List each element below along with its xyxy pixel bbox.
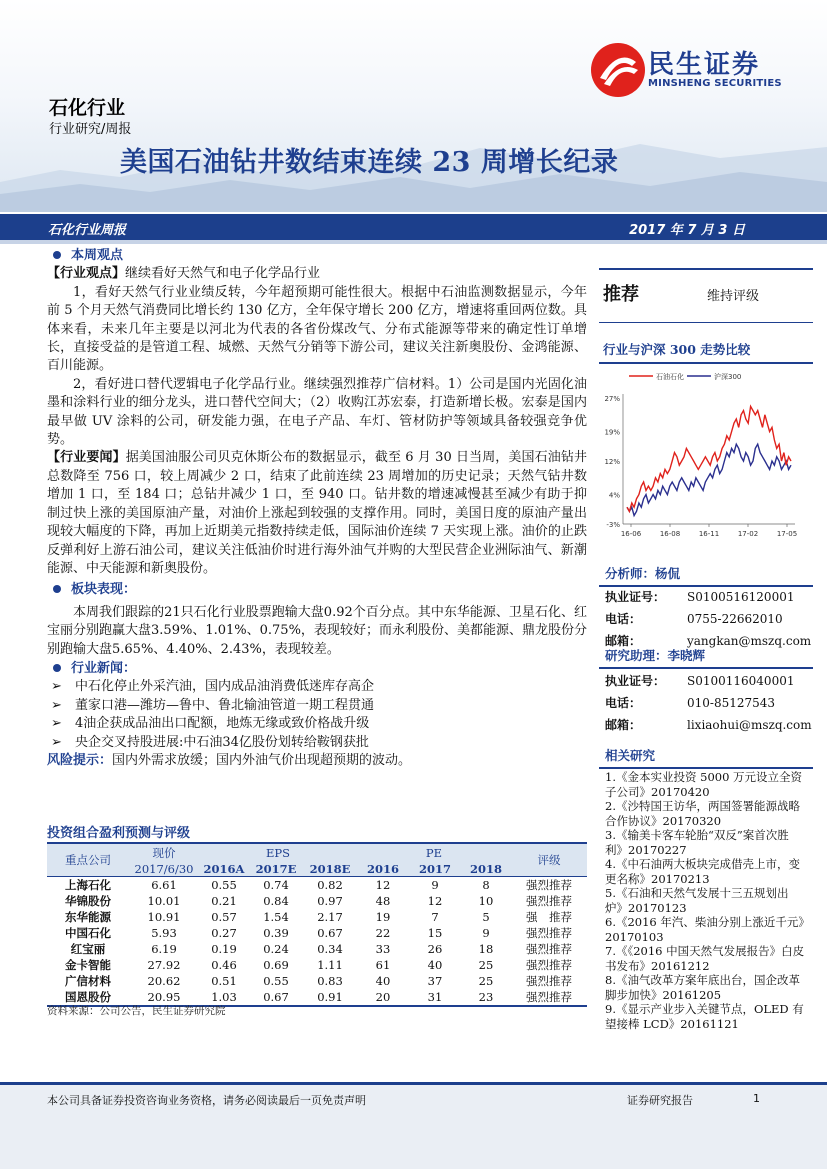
table-cell: 0.51 [211, 974, 237, 988]
x-tick-label: 16-06 [620, 530, 642, 538]
assistant-email[interactable]: 邮箱： lixiaohui@mszq.com [605, 718, 812, 732]
table-cell: 5.93 [151, 926, 177, 940]
company-name-cell: 广信材料 [65, 974, 111, 988]
table-cell: 15 [427, 926, 443, 940]
industry-news-paragraph: 【行业要闻】据美国油服公司贝克休斯公布的数据显示，截至 6 月 30 日当周，美国石油钻井总数降至 756 口，较上周减少 2 口，结束了此前连续 23 周增加的历史记录；天然气钻井数增加 1 口，至 184 口；总钻井减少 1 口，至 940 口。钻井数的增速减慢甚至减少有助于抑制过快上涨的美国原油产量，对油价上涨起到较强的支撑作用。同时，美国日度的原油产量出现较大幅度的下降，再加上近期美元指数持续走低，国际油价连续 7 天实现上涨。油价的止跌反弹利好上游石油公司，建议关注低油价时进行海外油气并购的大型民营企业洲际油气、新潮能源、中天能源和新奥股份。 [47, 450, 587, 576]
band-report-name: 石化行业周报 [48, 223, 127, 238]
table-cell: 10 [478, 894, 494, 908]
table-cell: 强 推荐 [526, 910, 572, 924]
arrow-bullet-icon: ➢ [51, 734, 62, 750]
table-cell: 0.84 [263, 894, 289, 908]
company-name-cell: 国恩股份 [47, 989, 129, 1006]
analyst-email[interactable]: 邮箱： yangkan@mszq.com [605, 634, 812, 648]
industry-name: 石化行业 [49, 97, 126, 119]
col-year: 2017E [249, 861, 303, 877]
table-cell: 25 [478, 974, 494, 988]
table-cell: 强烈推荐 [526, 942, 572, 956]
logo-chinese-text: 民生证券 [648, 50, 761, 80]
arrow-bullet-icon: ➢ [51, 716, 62, 732]
table-row [47, 893, 587, 909]
legend-label: 沪深300 [714, 373, 742, 381]
table-cell: 12 [375, 878, 391, 892]
table-cell: 强烈推荐 [526, 926, 572, 940]
table-cell: 40 [375, 974, 391, 988]
table-cell: 0.91 [303, 989, 357, 1006]
analyst-license: 执业证号： S0100516120001 [605, 590, 795, 604]
table-cell: 0.55 [211, 878, 237, 892]
table-header-row [47, 843, 587, 861]
table-cell: 0.82 [317, 878, 343, 892]
table-cell: 强烈推荐 [526, 974, 572, 988]
table-cell: 0.21 [211, 894, 237, 908]
series-line-petrochem [627, 406, 791, 511]
assistant-license: 执业证号： S0100116040001 [605, 674, 795, 688]
report-date: 2017 年 7 月 3 日 [629, 223, 745, 238]
table-title: 投资组合盈利预测与评级 [47, 826, 191, 841]
news-item: ➢ 央企交叉持股进展:中石油34亿股份划转给鞍钢获批 [47, 734, 587, 752]
company-name-cell: 上海石化 [65, 878, 111, 892]
news-item: ➢ 董家口港—潍坊—鲁中、鲁北输油管道一期工程贯通 [47, 697, 587, 715]
related-research-item[interactable]: 7.《《2016 中国天然气发展报告》白皮书发布》20161212 [605, 944, 805, 973]
table-cell: 0.97 [317, 894, 343, 908]
table-row [47, 941, 587, 957]
table-cell: 26 [427, 942, 443, 956]
table-cell: 27.92 [147, 958, 181, 972]
footer-disclaimer: 本公司具备证券投资咨询业务资格，请务必阅读最后一页免责声明 [47, 1094, 366, 1107]
bullet-dot-icon [53, 585, 61, 593]
table-cell: 37 [427, 974, 443, 988]
related-research-item[interactable]: 1.《金本实业投资 5000 万元设立全资子公司》20170420 [605, 770, 803, 799]
table-cell: 6.61 [151, 878, 177, 892]
main-content [47, 246, 587, 770]
table-row [47, 957, 587, 973]
table-cell: 强烈推荐 [511, 989, 587, 1006]
related-research-item[interactable]: 8.《油气改革方案年底出台，国企改革脚步加快》20161205 [605, 973, 800, 1002]
table-body [47, 877, 587, 1007]
table-cell: 0.27 [211, 926, 237, 940]
company-name-cell: 红宝丽 [70, 942, 106, 956]
report-type: 行业研究/周报 [49, 122, 132, 137]
table-cell: 5 [482, 910, 490, 924]
table-cell: 23 [461, 989, 511, 1006]
table-cell: 20.62 [147, 974, 181, 988]
logo-english-text: MINSHENG SECURITIES [648, 78, 782, 89]
table-row [47, 909, 587, 925]
table-cell: 0.83 [317, 974, 343, 988]
y-tick-label: 19% [604, 428, 620, 437]
table-cell: 强烈推荐 [526, 958, 572, 972]
x-tick-label: 17-02 [737, 530, 759, 538]
industry-view-line: 【行业观点】继续看好天然气和电子化学品行业 [47, 266, 321, 282]
y-tick-label: 4% [608, 491, 620, 500]
table-cell: 强烈推荐 [526, 878, 572, 892]
news-item: ➢ 中石化停止外采汽油，国内成品油消费低迷库存高企 [47, 678, 587, 696]
table-cell: 0.46 [211, 958, 237, 972]
table-cell: 25 [478, 958, 494, 972]
table-row [47, 877, 587, 894]
table-cell: 33 [375, 942, 391, 956]
section-heading-news: 行业新闻： [47, 660, 587, 678]
col-company: 重点公司 [47, 843, 129, 877]
table-cell: 0.39 [263, 926, 289, 940]
table-cell: 48 [375, 894, 391, 908]
rating-note: 维持评级 [707, 289, 760, 304]
page-title: 美国石油钻井数结束连续 23 周增长纪录 [120, 147, 619, 178]
table-cell: 0.34 [317, 942, 343, 956]
band-divider [0, 240, 827, 244]
rating-box [599, 268, 813, 323]
col-price: 现价 [129, 843, 199, 861]
table-cell: 9 [431, 878, 439, 892]
table-source: 资料来源：公司公告，民生证券研究院 [47, 1005, 226, 1017]
related-research-item[interactable]: 2.《沙特国王访华，两国签署能源战略合作协议》20170320 [605, 799, 800, 828]
assistant-heading: 研究助理：李晓辉 [599, 646, 813, 669]
col-eps: EPS [199, 843, 357, 861]
table-cell: 0.57 [211, 910, 237, 924]
company-name-cell: 东华能源 [65, 910, 111, 924]
related-research-item[interactable]: 6.《2016 年汽、柴油分别上涨近千元》20170103 [605, 915, 805, 944]
bullet-dot-icon [53, 251, 61, 259]
company-name-cell: 华锦股份 [65, 894, 111, 908]
table-cell: 强烈推荐 [526, 894, 572, 908]
forecast-table [47, 842, 587, 1007]
risk-warning: 风险提示：国内外需求放缓；国内外油气价出现超预期的波动。 [47, 752, 412, 768]
section-heading-view: 本周观点 [47, 247, 587, 265]
table-cell: 22 [375, 926, 391, 940]
table-cell: 31 [409, 989, 461, 1006]
col-rating: 评级 [511, 843, 587, 877]
analyst-phone: 电话： 0755-22662010 [605, 612, 783, 626]
table-cell: 20.95 [129, 989, 199, 1006]
table-cell: 18 [478, 942, 494, 956]
assistant-phone: 电话： 010-85127543 [605, 696, 776, 710]
view-paragraph-1: 1，看好天然气行业业绩反转，今年超预期可能性很大。根据中石油监测数据显示，今年前 5 个月天然气消费同比增长约 130 亿方，全年保守增长 200 亿方，增速将重回两位数。具体来看，未来几年主要是以河北为代表的各省份煤改气、分布式能源等带来的确定性订单增长，直接受益的是管道工程、城燃、天然气分销等下游公司，建议关注新奥股份、金鸿能源、百川能源。 [47, 284, 587, 374]
analyst-heading: 分析师：杨侃 [599, 564, 813, 587]
col-year: 2016A [199, 861, 249, 877]
table-row [47, 973, 587, 989]
table-cell: 20 [357, 989, 409, 1006]
table-cell: 0.74 [263, 878, 289, 892]
news-item: ➢ 4油企获成品油出口配额，地炼无缘或致价格战升级 [47, 715, 587, 733]
table-cell: 0.67 [317, 926, 343, 940]
table-cell: 0.69 [263, 958, 289, 972]
report-header [0, 0, 827, 212]
footer-report-type: 证券研究报告 [627, 1094, 693, 1107]
chart-title: 行业与沪深 300 走势比较 [599, 338, 813, 364]
col-year: 2017 [409, 861, 461, 877]
table-cell: 0.67 [249, 989, 303, 1006]
related-research-item[interactable]: 3.《输美卡客车轮胎“双反”案首次胜利》20170227 [605, 828, 789, 857]
col-year: 2018E [303, 861, 357, 877]
sector-paragraph: 本周我们跟踪的21只石化行业股票跑输大盘0.92个百分点。其中东华能源、卫星石化、红宝丽分别跑赢大盘3.59%、1.01%、0.75%，表现较好；而永利股份、美都能源、鼎龙股份分别跑输大盘5.65%、4.40%、2.43%，表现较差。 [47, 604, 587, 657]
table-cell: 0.19 [211, 942, 237, 956]
table-cell: 2.17 [317, 910, 343, 924]
table-cell: 6.19 [151, 942, 177, 956]
legend-label: 石油石化 [656, 373, 684, 381]
arrow-bullet-icon: ➢ [51, 697, 62, 713]
related-research-item[interactable]: 5.《石油和天然气发展十三五规划出炉》20170123 [605, 886, 789, 915]
y-tick-label: 12% [604, 458, 620, 466]
related-research-item[interactable]: 9.《显示产业步入关键节点，OLED 有望接棒 LCD》20161121 [605, 1002, 804, 1031]
table-cell: 61 [375, 958, 391, 972]
table-cell: 1.54 [263, 910, 289, 924]
arrow-bullet-icon: ➢ [51, 679, 62, 695]
x-tick-label: 17-05 [776, 530, 798, 538]
table-cell: 19 [375, 910, 391, 924]
company-name-cell: 金卡智能 [65, 958, 111, 972]
company-name-cell: 中国石化 [65, 926, 111, 940]
trend-chart [599, 364, 813, 544]
table-cell: 7 [431, 910, 439, 924]
table-row [47, 925, 587, 941]
col-year: 2018 [461, 861, 511, 877]
related-research-heading: 相关研究 [599, 746, 813, 769]
x-tick-label: 16-08 [659, 530, 681, 538]
series-line-hs300 [627, 444, 791, 515]
table-cell: 12 [427, 894, 443, 908]
y-tick-label: 27% [604, 395, 620, 403]
table-cell: 10.91 [147, 910, 181, 924]
view-paragraph-2: 2，看好进口替代逻辑电子化学品行业。继续强烈推荐广信材料。1）公司是国内光固化油墨和涂料行业的细分龙头，进口替代空间大；（2）收购江苏宏泰，打造新增长极。宏泰是国内最早做 UV 涂料的公司，研发能力强，在电子产品、车灯、管材防护等领域具备较强竞争优势。 [47, 376, 587, 448]
y-tick-label: -3% [606, 521, 620, 529]
table-cell: 10.01 [147, 894, 181, 908]
table-cell: 0.55 [263, 974, 289, 988]
bullet-dot-icon [53, 664, 61, 672]
table-cell: 8 [482, 878, 490, 892]
col-pe: PE [357, 843, 511, 861]
table-cell: 9 [482, 926, 490, 940]
col-year: 2016 [357, 861, 409, 877]
x-tick-label: 16-11 [698, 530, 720, 538]
related-research-item[interactable]: 4.《中石油两大板块完成借壳上市，变更名称》20170213 [605, 857, 800, 886]
rating-value: 推荐 [603, 284, 639, 305]
section-heading-sector: 板块表现： [47, 581, 587, 599]
table-cell: 1.03 [199, 989, 249, 1006]
page-number: 1 [753, 1092, 760, 1105]
table-cell: 1.11 [317, 958, 343, 972]
table-cell: 40 [427, 958, 443, 972]
table-cell: 0.24 [263, 942, 289, 956]
title-band [0, 214, 827, 240]
col-price-date: 2017/6/30 [129, 861, 199, 877]
